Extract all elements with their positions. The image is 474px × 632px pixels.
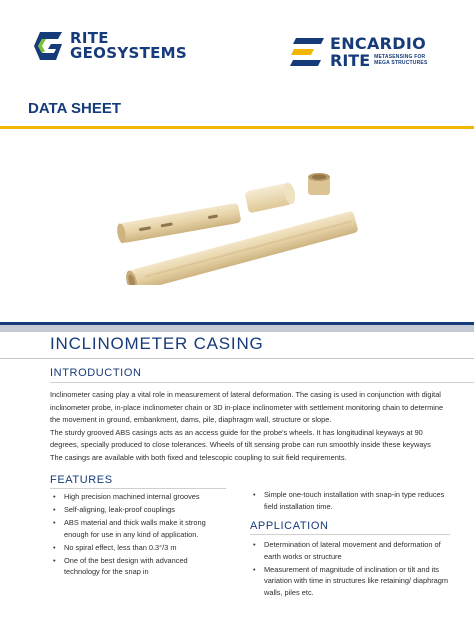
list-item: • Simple one-touch installation with snap-in type reduces field installation time. [250,489,450,512]
list-item: • One of the best design with advanced technology for the snap in [50,555,225,578]
page-title: INCLINOMETER CASING [50,334,264,353]
e-letter-logo-icon [290,36,326,68]
encardio-logo-line1: ENCARDIO [330,34,427,53]
intro-paragraph: Inclinometer casing play a vital role in measurement of lateral deformation. The casing is used in conjunction with digital inclinometer probe, in-place inclinometer chain or 3D in-place inclinometer with settlement monitoring chain to determine the movement in ground, embankment, dams, pile, diaphragm wall, structure or slope. [50,390,444,424]
features-underline [50,488,226,489]
encardio-logo-line2: RITE [330,51,371,70]
list-item: • Self-aligning, leak-proof couplings [50,504,225,516]
encardio-rite-logo [290,36,428,69]
encardio-tagline-2: MEGA STRUCTURES [374,59,428,66]
introduction-heading: INTRODUCTION [50,367,142,379]
list-item: • Measurement of magnitude of inclination or tilt and its variation with time in structures like retaining/ diaphragm walls, piles etc. [250,564,450,599]
rite-geosystems-logo [30,30,187,62]
list-item: • No spiral effect, less than 0.3°/3 m [50,542,225,554]
g-letter-logo-icon [30,30,64,62]
intro-paragraph: The casings are available with both fixed and telescopic coupling to suit field requirements. [50,452,347,462]
inclinometer-casing-pipes-icon [110,165,370,285]
rite-logo-line2: GEOSYSTEMS [70,44,187,62]
doc-type-label: DATA SHEET [28,100,122,117]
header-divider [0,126,474,129]
features-list [50,491,225,579]
rite-logo-line1: RITE [70,29,109,47]
introduction-body [50,389,450,464]
title-divider [0,358,474,359]
encardio-tagline-1: METASENSING FOR [374,54,426,60]
product-photo [110,165,370,285]
list-item: • High precision machined internal grooves [50,491,225,503]
application-list [250,539,450,600]
list-item: • Determination of lateral movement and deformation of earth works or structure [250,539,450,562]
introduction-underline [50,382,474,383]
features-list-continued [250,489,450,514]
title-band-shade [0,325,474,332]
features-heading: FEATURES [50,474,113,486]
application-underline [250,534,450,535]
application-heading: APPLICATION [250,520,329,532]
intro-paragraph: The sturdy grooved ABS casings acts as an access guide for the probe's wheels. It has longitudinal keyways at 90 degrees, specially produced to close tolerances. Wheels of tilt sensing probe can run smoothly inside these keyways [50,427,431,449]
list-item: • ABS material and thick walls make it strong enough for use in any kind of application. [50,517,225,540]
page-header [0,0,474,130]
